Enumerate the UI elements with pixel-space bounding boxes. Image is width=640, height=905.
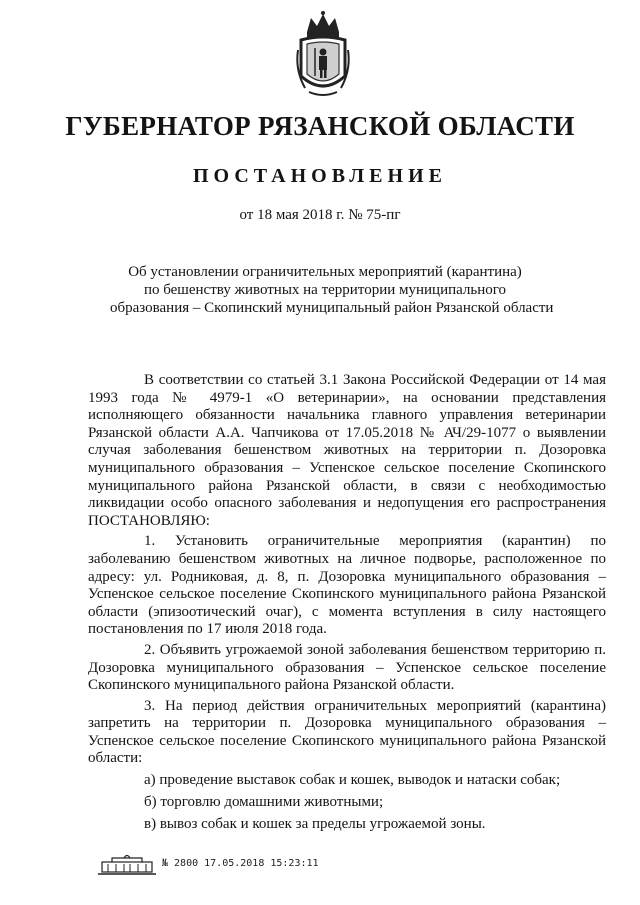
document-body bbox=[88, 372, 606, 834]
authority-title: ГУБЕРНАТОР РЯЗАНСКОЙ ОБЛАСТИ bbox=[65, 111, 575, 141]
subitem: в) вывоз собак и кошек за пределы угрожаемой зоны. bbox=[144, 816, 486, 833]
document-subject bbox=[110, 263, 554, 317]
clause-3-subitems bbox=[88, 770, 606, 834]
printing-house-building-icon bbox=[98, 852, 156, 876]
document-date-number: от 18 мая 2018 г. № 75-пг bbox=[239, 207, 401, 223]
subject-line: образования – Скопинский муниципальный район Рязанской области bbox=[110, 300, 554, 316]
clause-2: 2. Объявить угрожаемой зоной заболевания бешенством территорию п. Дозоровка муниципального образования – Успенское сельское поселение Скопинского муниципального района Рязанской области. bbox=[88, 641, 606, 694]
coat-of-arms-icon bbox=[295, 10, 351, 98]
subitem: а) проведение выставок собак и кошек, выводок и натаски собак; bbox=[144, 772, 561, 789]
preamble-paragraph: В соответствии со статьей 3.1 Закона Российской Федерации от 14 мая 1993 года № 4979-1 «О ветеринарии», на основании представления исполняющего обязанности начальника главного управления ветеринарии Рязанской области А.А. Чапчикова от 17.05.2018 № АЧ/29-1077 о выявлении случая заболевания бешенством животных на территории п. Дозоровка муниципального образования – Успенское сельское поселение Скопинского муниципального района Рязанской области, в связи с необходимостью ликвидации особо опасного заболевания и недопущения его распространения ПОСТАНОВЛЯЮ: bbox=[88, 372, 606, 529]
clause-3: 3. На период действия ограничительных мероприятий (карантина) запретить на территории п. Дозоровка муниципального образования – Успенское сельское поселение Скопинского муниципального района Рязанской области: bbox=[88, 697, 606, 767]
document-type: ПОСТАНОВЛЕНИЕ bbox=[193, 165, 447, 187]
subitem: б) торговлю домашними животными; bbox=[144, 794, 384, 811]
registration-number: № 2800 17.05.2018 15:23:11 bbox=[162, 858, 319, 869]
registration-footer bbox=[98, 852, 318, 876]
subject-line: по бешенству животных на территории муниципального bbox=[143, 282, 507, 298]
subject-line: Об установлении ограничительных мероприятий (карантина) bbox=[128, 264, 522, 280]
clause-1: 1. Установить ограничительные мероприятия (карантин) по заболеванию бешенством животных на личное подворье, расположенное по адресу: ул. Родниковая, д. 8, п. Дозоровка муниципального образования – Успенское сельское поселение Скопинского муниципального района Рязанской области (эпизоотический очаг), с момента вступления в силу настоящего постановления по 17 июля 2018 года. bbox=[88, 533, 606, 638]
